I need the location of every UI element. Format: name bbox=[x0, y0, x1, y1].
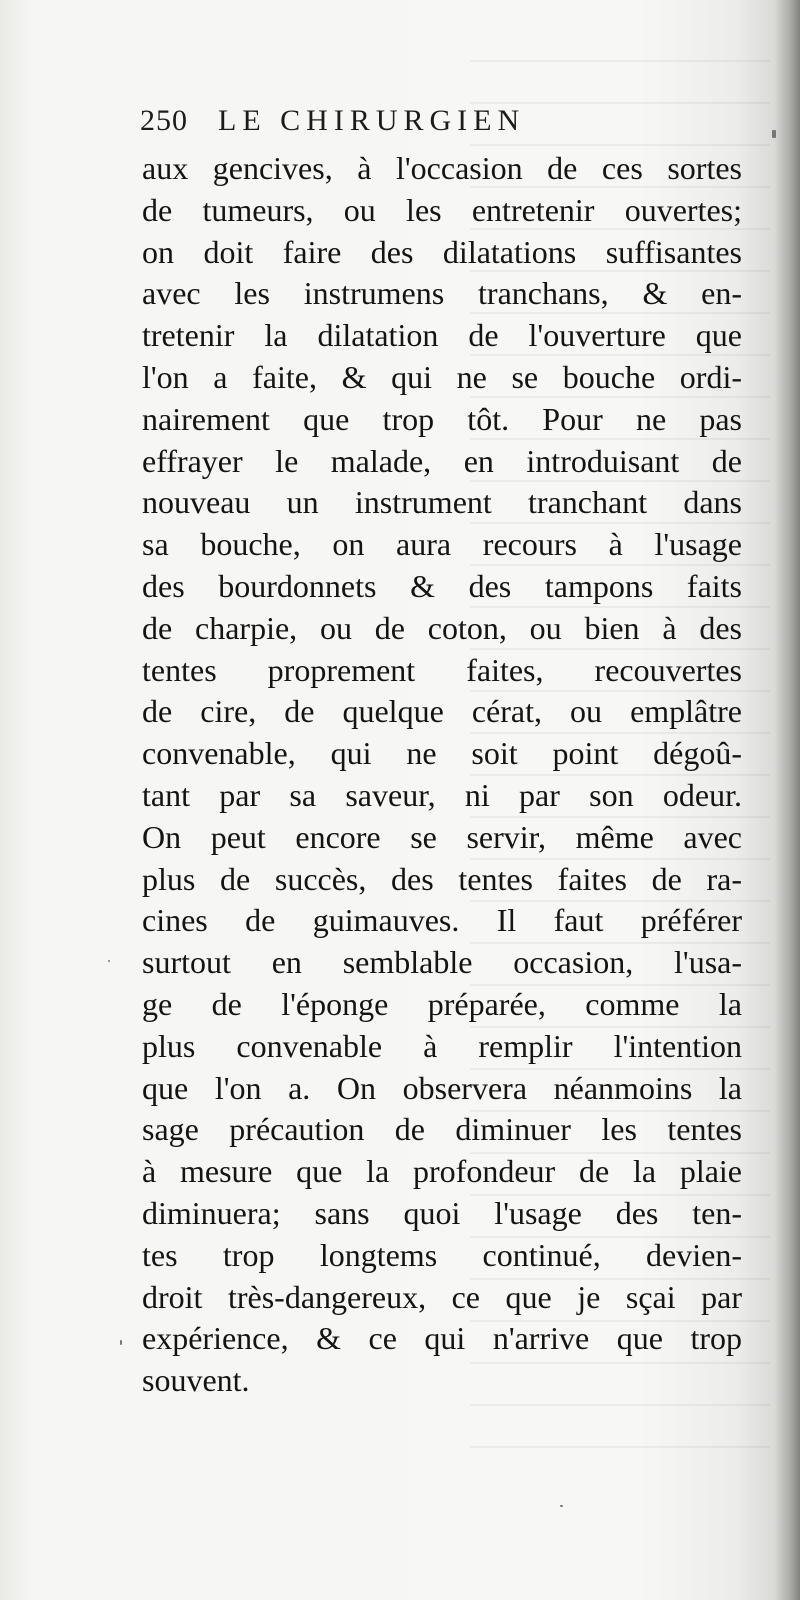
text-line: de tumeurs, ou les entretenir ouvertes; bbox=[142, 191, 742, 228]
text-line: tes trop longtems continué, devien- bbox=[142, 1236, 742, 1273]
text-line: tentes proprement faites, recouvertes bbox=[142, 651, 742, 688]
text-line: l'on a faite, & qui ne se bouche ordi- bbox=[142, 358, 742, 395]
text-line: tretenir la dilatation de l'ouverture que bbox=[142, 317, 742, 354]
running-head: LE CHIRURGIEN bbox=[218, 104, 526, 137]
text-line: souvent. bbox=[142, 1362, 250, 1399]
text-line: nairement que trop tôt. Pour ne pas bbox=[142, 400, 742, 437]
body-text bbox=[142, 148, 742, 1402]
text-line: diminuera; sans quoi l'usage des ten- bbox=[142, 1194, 742, 1231]
text-line: de charpie, ou de coton, ou bien à des bbox=[142, 609, 742, 646]
text-line: surtout en semblable occasion, l'usa- bbox=[142, 944, 742, 981]
text-line: sage précaution de diminuer les tentes bbox=[142, 1111, 742, 1148]
ink-speck bbox=[772, 130, 776, 138]
text-line: effrayer le malade, en introduisant de bbox=[142, 442, 742, 479]
text-line: convenable, qui ne soit point dégoû- bbox=[142, 735, 742, 772]
text-line: expérience, & ce qui n'arrive que trop bbox=[142, 1320, 742, 1357]
page-header bbox=[140, 104, 740, 144]
text-line: de cire, de quelque cérat, ou emplâtre bbox=[142, 693, 742, 730]
text-line: plus convenable à remplir l'intention bbox=[142, 1027, 742, 1064]
page-number: 250 bbox=[140, 104, 188, 137]
text-line: que l'on a. On observera néanmoins la bbox=[142, 1069, 742, 1106]
text-line: sa bouche, on aura recours à l'usage bbox=[142, 526, 742, 563]
text-line: On peut encore se servir, même avec bbox=[142, 818, 742, 855]
text-line: aux gencives, à l'occasion de ces sortes bbox=[142, 150, 742, 186]
text-line: plus de succès, des tentes faites de ra- bbox=[142, 860, 742, 897]
text-line: ge de l'éponge préparée, comme la bbox=[142, 985, 742, 1022]
ink-speck bbox=[560, 1505, 563, 1507]
text-line: à mesure que la profondeur de la plaie bbox=[142, 1153, 742, 1190]
text-line: nouveau un instrument tranchant dans bbox=[142, 484, 742, 521]
text-line: cines de guimauves. Il faut préférer bbox=[142, 902, 742, 939]
text-line: des bourdonnets & des tampons faits bbox=[142, 567, 742, 604]
text-line: droit très-dangereux, ce que je sçai par bbox=[142, 1278, 742, 1315]
text-line: tant par sa saveur, ni par son odeur. bbox=[142, 776, 742, 813]
text-line: on doit faire des dilatations suffisantes bbox=[142, 233, 742, 270]
text-line: avec les instrumens tranchans, & en- bbox=[142, 275, 742, 312]
ink-speck bbox=[108, 960, 110, 962]
ink-speck bbox=[120, 1340, 122, 1345]
